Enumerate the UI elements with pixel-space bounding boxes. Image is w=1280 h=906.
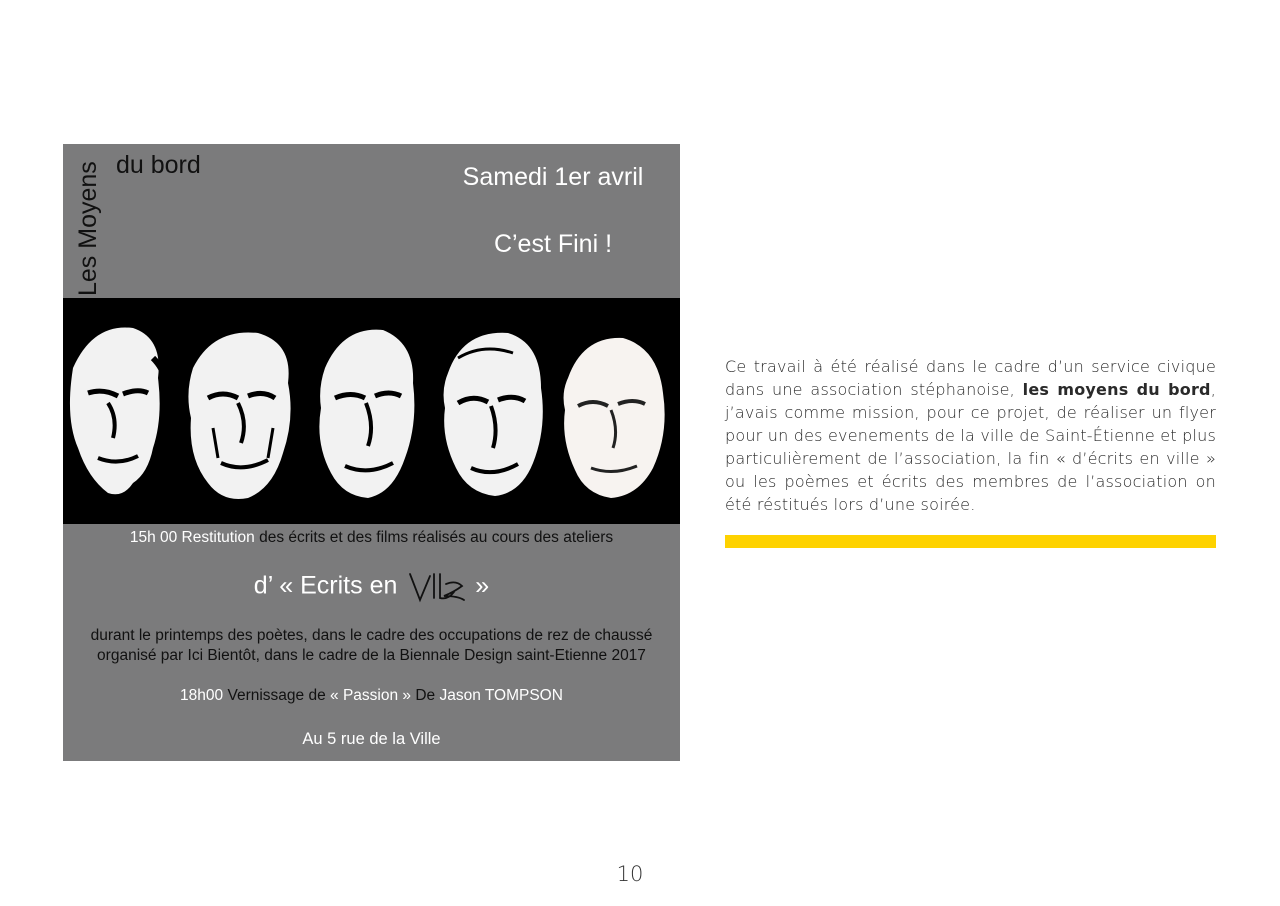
restitution-time: 15h 00	[129, 529, 178, 546]
accent-bar	[725, 535, 1216, 548]
description-part-2: , j’avais comme mission, pour ce projet, de réaliser un flyer pour un des evenements de la ville de Saint-Étienne et plus particulièrement de l’association, la fin « d’écrits en ville » ou les poèmes et écrits des membres de l’association on été réstitués lors d’une soirée.	[725, 380, 1216, 514]
event-address: Au 5 rue de la Ville	[302, 730, 441, 748]
event-title: C’est Fini !	[493, 230, 613, 258]
context-line-1: durant le printemps des poètes, dans le cadre des occupations de rez de chaussé	[90, 627, 653, 644]
context-paragraph	[63, 626, 680, 666]
vernissage-line	[63, 687, 680, 705]
faces-illustration	[63, 298, 680, 524]
vernissage-artist: Jason TOMPSON	[439, 687, 563, 704]
page-number: 10	[616, 862, 644, 886]
restitution-rest: des écrits et des films réalisés au cours des ateliers	[254, 529, 614, 546]
brand-name-suffix: du bord	[116, 151, 201, 179]
restitution-word: Restitution	[177, 529, 255, 546]
vernissage-title: « Passion »	[330, 687, 412, 704]
brand-name-vertical: Les Moyens	[74, 161, 102, 296]
ville-handwritten-signature	[406, 570, 466, 604]
ecrits-suffix: »	[475, 571, 490, 600]
event-date: Samedi 1er avril	[462, 163, 644, 191]
ecrits-prefix: d’ « Ecrits en	[253, 571, 398, 600]
description-association-name: les moyens du bord	[1022, 380, 1211, 399]
vernissage-time: 18h00	[180, 687, 224, 704]
face-4	[444, 333, 543, 496]
vernissage-label: Vernissage de	[223, 687, 331, 704]
context-line-2: organisé par Ici Bientôt, dans le cadre de la Biennale Design saint-Etienne 2017	[97, 647, 646, 664]
ecrits-en-ville-heading	[63, 570, 680, 604]
vernissage-de: De	[411, 687, 440, 704]
project-description	[725, 355, 1216, 516]
faces-photo-strip	[63, 298, 680, 524]
description-part-1: Ce travail à été réalisé dans le cadre d’un service civique dans une association stéphanoise,	[725, 357, 1216, 399]
restitution-line	[63, 529, 680, 547]
